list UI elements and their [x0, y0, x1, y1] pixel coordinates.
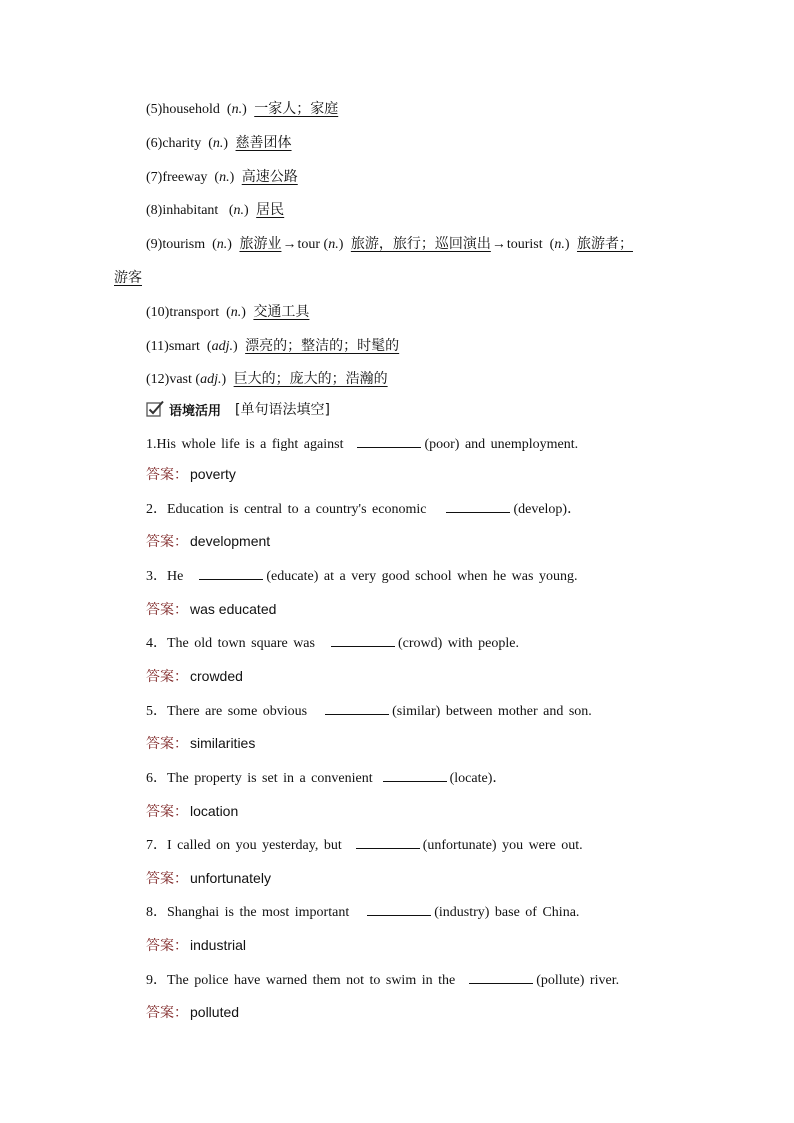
vocab-item-10: (10)transport (n.) 交通工具 [146, 304, 310, 320]
answer-value: similarities [190, 735, 256, 751]
vocab-pos: n. [231, 102, 243, 117]
answer-label: 答案： [146, 804, 188, 820]
answer-label: 答案： [146, 467, 188, 483]
vocab-word: household [162, 102, 220, 117]
question-7 [146, 834, 583, 856]
vocab-pos: adj. [200, 372, 222, 387]
vocab-word: inhabitant [162, 203, 219, 218]
vocab-derived-word: tour [297, 237, 321, 252]
answer-blank [356, 834, 420, 849]
vocab-word: charity [162, 136, 202, 151]
question-hint: (unfortunate) you were out. [422, 838, 583, 853]
question-hint: (locate)． [449, 771, 507, 786]
vocab-item-12: (12)vast (adj.) 巨大的；庞大的；浩瀚的 [146, 371, 388, 387]
answer-value: poverty [190, 466, 236, 482]
vocab-meaning: 漂亮的；整洁的；时髦的 [245, 338, 400, 354]
vocab-word: tourism [162, 237, 206, 252]
question-5 [146, 700, 592, 722]
vocab-item-7: (7)freeway (n.) 高速公路 [146, 169, 298, 185]
vocab-meaning: 一家人；家庭 [254, 101, 339, 117]
answer-5 [146, 733, 255, 755]
answer-label: 答案： [146, 602, 188, 618]
question-text: 2．Education is central to a country's economic [146, 502, 427, 517]
vocab-pos: n. [212, 136, 224, 151]
answer-label: 答案： [146, 534, 188, 550]
vocab-number: (10) [146, 305, 170, 320]
vocab-meaning: 慈善团体 [235, 135, 292, 151]
vocab-meaning: 交通工具 [253, 304, 310, 320]
question-hint: (poor) and unemployment. [424, 437, 579, 452]
question-text: 8．Shanghai is the most important [146, 905, 350, 920]
vocab-pos: n. [233, 203, 244, 218]
vocab-number: (12) [146, 372, 170, 387]
vocab-meaning: 旅游者； [576, 236, 633, 252]
vocab-pos: n. [554, 237, 565, 252]
vocab-pos: n. [230, 305, 242, 320]
answer-6 [146, 801, 238, 823]
answer-blank [469, 969, 533, 984]
question-text: 3．He [146, 569, 184, 584]
arrow-right-icon: → [491, 237, 506, 252]
answer-value: industrial [190, 937, 247, 953]
vocab-item-9: (9)tourism (n.) 旅游业→tour (n.) 旅游，旅行；巡回演出→tourist (n.) 旅游者； [146, 236, 633, 252]
vocab-derived-word: tourist [506, 237, 543, 252]
vocab-number: (5) [146, 102, 163, 117]
answer-4 [146, 666, 243, 688]
answer-value: development [190, 533, 271, 549]
answer-label: 答案： [146, 1005, 188, 1021]
vocab-meaning: 高速公路 [241, 169, 298, 185]
answer-blank [383, 767, 447, 782]
vocab-meaning: 居民 [256, 202, 285, 218]
vocab-pos: adj. [211, 339, 233, 354]
question-text: 4．The old town square was [146, 636, 315, 651]
question-hint: (crowd) with people. [397, 636, 519, 651]
answer-blank [325, 700, 389, 715]
vocab-pos: n. [219, 170, 230, 185]
vocab-word: freeway [162, 170, 208, 185]
vocab-pos: n. [216, 237, 228, 252]
answer-8 [146, 935, 246, 957]
vocab-meaning: 旅游业 [239, 236, 282, 252]
vocab-item-9-continued [114, 268, 142, 289]
question-text: 9．The police have warned them not to swim in the [146, 973, 456, 988]
answer-label: 答案： [146, 938, 188, 954]
question-hint: (pollute) river. [536, 973, 620, 988]
question-hint: (develop)． [513, 502, 582, 517]
question-4 [146, 632, 519, 654]
vocab-item-5: (5)household (n.) 一家人；家庭 [146, 101, 339, 117]
vocab-number: (6) [146, 136, 163, 151]
question-2 [146, 498, 581, 520]
vocab-word: transport [169, 305, 220, 320]
answer-value: was educated [190, 601, 277, 617]
section-title: 语境活用 [169, 403, 222, 419]
question-hint: (similar) between mother and son. [392, 704, 592, 719]
question-3 [146, 565, 577, 587]
vocab-pos: n. [328, 237, 339, 252]
question-hint: (industry) base of China. [434, 905, 580, 920]
answer-label: 答案： [146, 736, 188, 752]
question-text: 5．There are some obvious [146, 704, 308, 719]
question-1 [146, 433, 578, 455]
answer-1 [146, 464, 236, 486]
question-hint: (educate) at a very good school when he was young. [266, 569, 578, 584]
section-heading [146, 398, 330, 420]
vocab-word: smart [168, 339, 200, 354]
answer-label: 答案： [146, 669, 188, 685]
answer-label: 答案： [146, 871, 188, 887]
vocab-word: vast [169, 372, 192, 387]
question-9 [146, 969, 619, 991]
question-8 [146, 901, 579, 923]
vocab-meaning: 旅游，旅行；巡回演出 [350, 236, 491, 252]
answer-2 [146, 531, 270, 553]
answer-7 [146, 868, 271, 890]
answer-9 [146, 1002, 239, 1024]
vocab-meaning: 巨大的；庞大的；浩瀚的 [233, 371, 388, 387]
question-6 [146, 767, 506, 789]
answer-blank [357, 433, 421, 448]
vocab-number: (11) [146, 339, 169, 354]
answer-blank [367, 901, 431, 916]
question-text: 6．The property is set in a convenient [146, 771, 373, 786]
answer-3 [146, 599, 276, 621]
vocab-item-8: (8)inhabitant (n.) 居民 [146, 202, 285, 218]
answer-value: crowded [190, 668, 243, 684]
answer-value: polluted [190, 1004, 240, 1020]
question-text: 1.His whole life is a fight against [146, 437, 344, 452]
answer-value: location [190, 803, 239, 819]
checkbox-check-icon [146, 400, 166, 418]
question-text: 7．I called on you yesterday, but [146, 838, 342, 853]
vocab-number: (8) [146, 203, 163, 218]
vocab-item-6: (6)charity (n.) 慈善团体 [146, 135, 292, 151]
vocab-number: (7) [146, 170, 163, 185]
vocab-meaning: 游客 [114, 270, 142, 286]
answer-blank [199, 565, 263, 580]
section-subtitle: [单句语法填空] [235, 402, 330, 418]
answer-value: unfortunately [190, 870, 271, 886]
vocab-number: (9) [146, 237, 163, 252]
arrow-right-icon: → [282, 237, 297, 252]
vocab-item-11: (11)smart (adj.) 漂亮的；整洁的；时髦的 [146, 338, 400, 354]
answer-blank [331, 632, 395, 647]
answer-blank [446, 498, 510, 513]
